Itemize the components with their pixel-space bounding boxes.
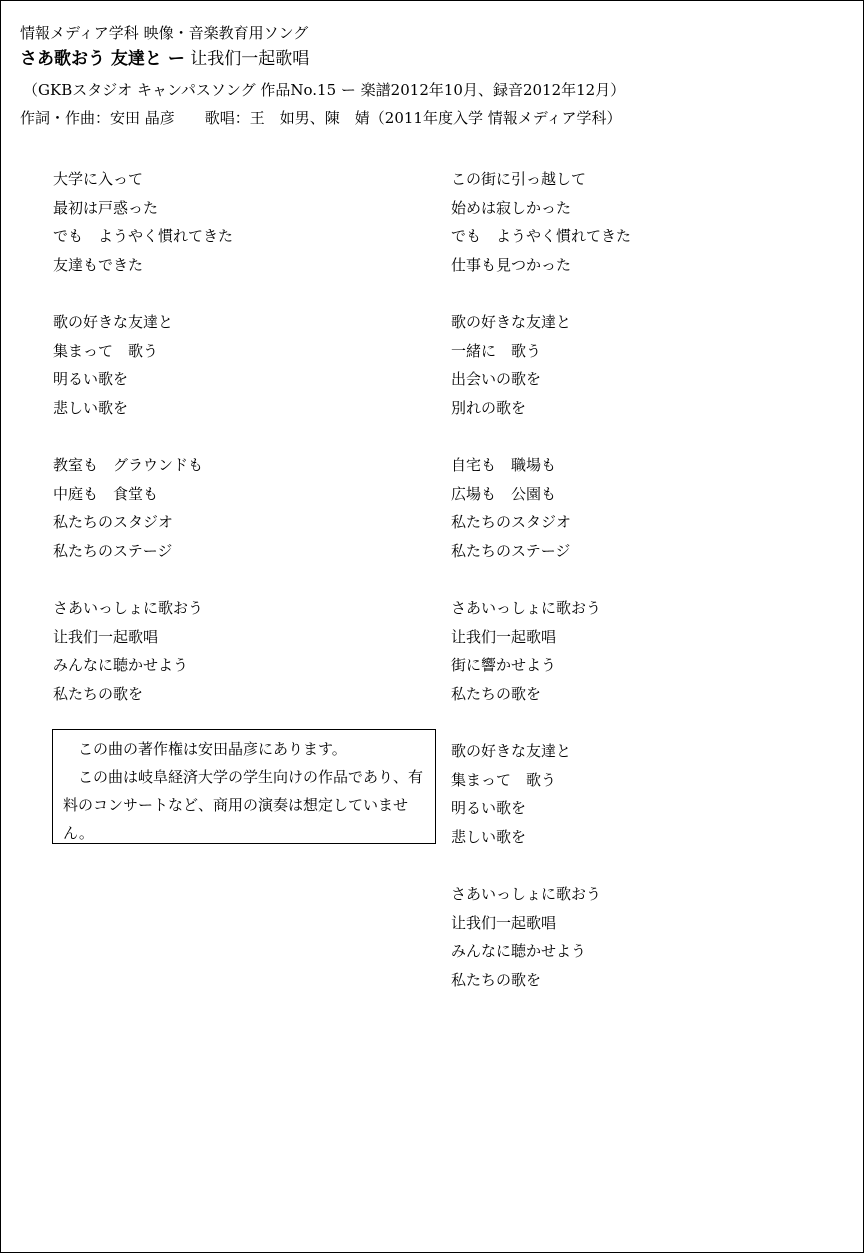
lyric-line: 街に響かせよう [451, 656, 557, 674]
subject-line: 情報メディア学科 映像・音楽教育用ソング [20, 24, 309, 42]
lyric-line: 私たちのスタジオ [451, 513, 572, 531]
lyric-line: 让我们一起歌唱 [53, 627, 159, 646]
lyric-line: 中庭も 食堂も [53, 484, 159, 503]
lyric-stanza [53, 165, 433, 279]
lyric-line: 大学に入って [53, 170, 144, 188]
song-title-japanese: さあ歌おう 友達と ー [20, 49, 185, 69]
song-title-chinese: 让我们一起歌唱 [190, 49, 310, 69]
lyric-line: 歌の好きな友達と [53, 313, 174, 331]
lyric-stanza [451, 880, 831, 994]
lyric-line: 始めは寂しかった [451, 198, 572, 217]
lyric-line: みんなに聴かせよう [451, 942, 587, 960]
lyric-stanza [451, 308, 831, 422]
lyric-line: みんなに聴かせよう [53, 656, 189, 674]
lyric-stanza [53, 594, 433, 708]
credits-line [20, 108, 622, 128]
lyric-line: 仕事も見つかった [451, 255, 572, 274]
lyric-line: 集まって 歌う [451, 770, 557, 789]
lyric-line: 広場も 公園も [451, 484, 557, 503]
lyric-line: 私たちのステージ [451, 541, 571, 560]
lyric-line: 歌の好きな友達と [451, 313, 572, 331]
lyric-line: さあいっしょに歌おう [451, 885, 602, 903]
lyric-stanza [451, 451, 831, 565]
lyric-line: 別れの歌を [451, 398, 527, 417]
lyric-line: でも ようやく慣れてきた [451, 227, 632, 245]
lyrics-right-column [451, 165, 831, 1023]
lyric-line: 友達もできた [53, 255, 144, 274]
lyric-line: でも ようやく慣れてきた [53, 227, 234, 245]
lyric-line: さあいっしょに歌おう [53, 599, 204, 617]
lyric-line: 最初は戸惑った [53, 198, 159, 217]
lyric-line: 私たちのスタジオ [53, 513, 174, 531]
lyric-line: 悲しい歌を [53, 398, 129, 417]
lyric-line: 私たちの歌を [451, 684, 542, 703]
lyric-line: 私たちの歌を [451, 970, 542, 989]
lyric-line: さあいっしょに歌おう [451, 599, 602, 617]
copyright-notice-box [52, 729, 436, 844]
credits-singers: 歌唱：王 如男、陳 婧（2011年度入学 情報メディア学科） [204, 109, 622, 127]
lyric-line: 明るい歌を [451, 799, 527, 817]
lyric-line: 教室も グラウンドも [53, 456, 204, 474]
lyrics-left-column [53, 165, 433, 737]
lyric-line: 私たちの歌を [53, 684, 144, 703]
lyric-stanza [451, 737, 831, 851]
lyric-line: 自宅も 職場も [451, 456, 557, 474]
lyric-line: 集まって 歌う [53, 341, 159, 360]
credits-author: 作詞・作曲：安田 晶彦 [20, 109, 175, 127]
lyric-line: 让我们一起歌唱 [451, 913, 557, 932]
copyright-owner-text: この曲の著作権は安田晶彦にあります。 [78, 740, 347, 758]
song-title [20, 48, 309, 70]
lyric-stanza [451, 594, 831, 708]
usage-restriction-text: この曲は岐阜経済大学の学生向けの作品であり、有料のコンサートなど、商用の演奏は想定していません。 [63, 768, 424, 842]
lyric-line: 让我们一起歌唱 [451, 627, 557, 646]
lyric-line: 私たちのステージ [53, 541, 173, 560]
lyric-line: 一緒に 歌う [451, 341, 542, 360]
lyric-line: 悲しい歌を [451, 827, 527, 846]
lyric-line: 明るい歌を [53, 370, 129, 388]
lyric-line: 出会いの歌を [451, 370, 542, 388]
lyric-stanza [53, 451, 433, 565]
lyric-line: この街に引っ越して [451, 170, 587, 188]
production-info: （GKBスタジオ キャンパスソング 作品No.15 ー 楽譜2012年10月、録音2012年12月） [23, 81, 626, 99]
lyric-line: 歌の好きな友達と [451, 742, 572, 760]
lyric-stanza [451, 165, 831, 279]
lyric-stanza [53, 308, 433, 422]
